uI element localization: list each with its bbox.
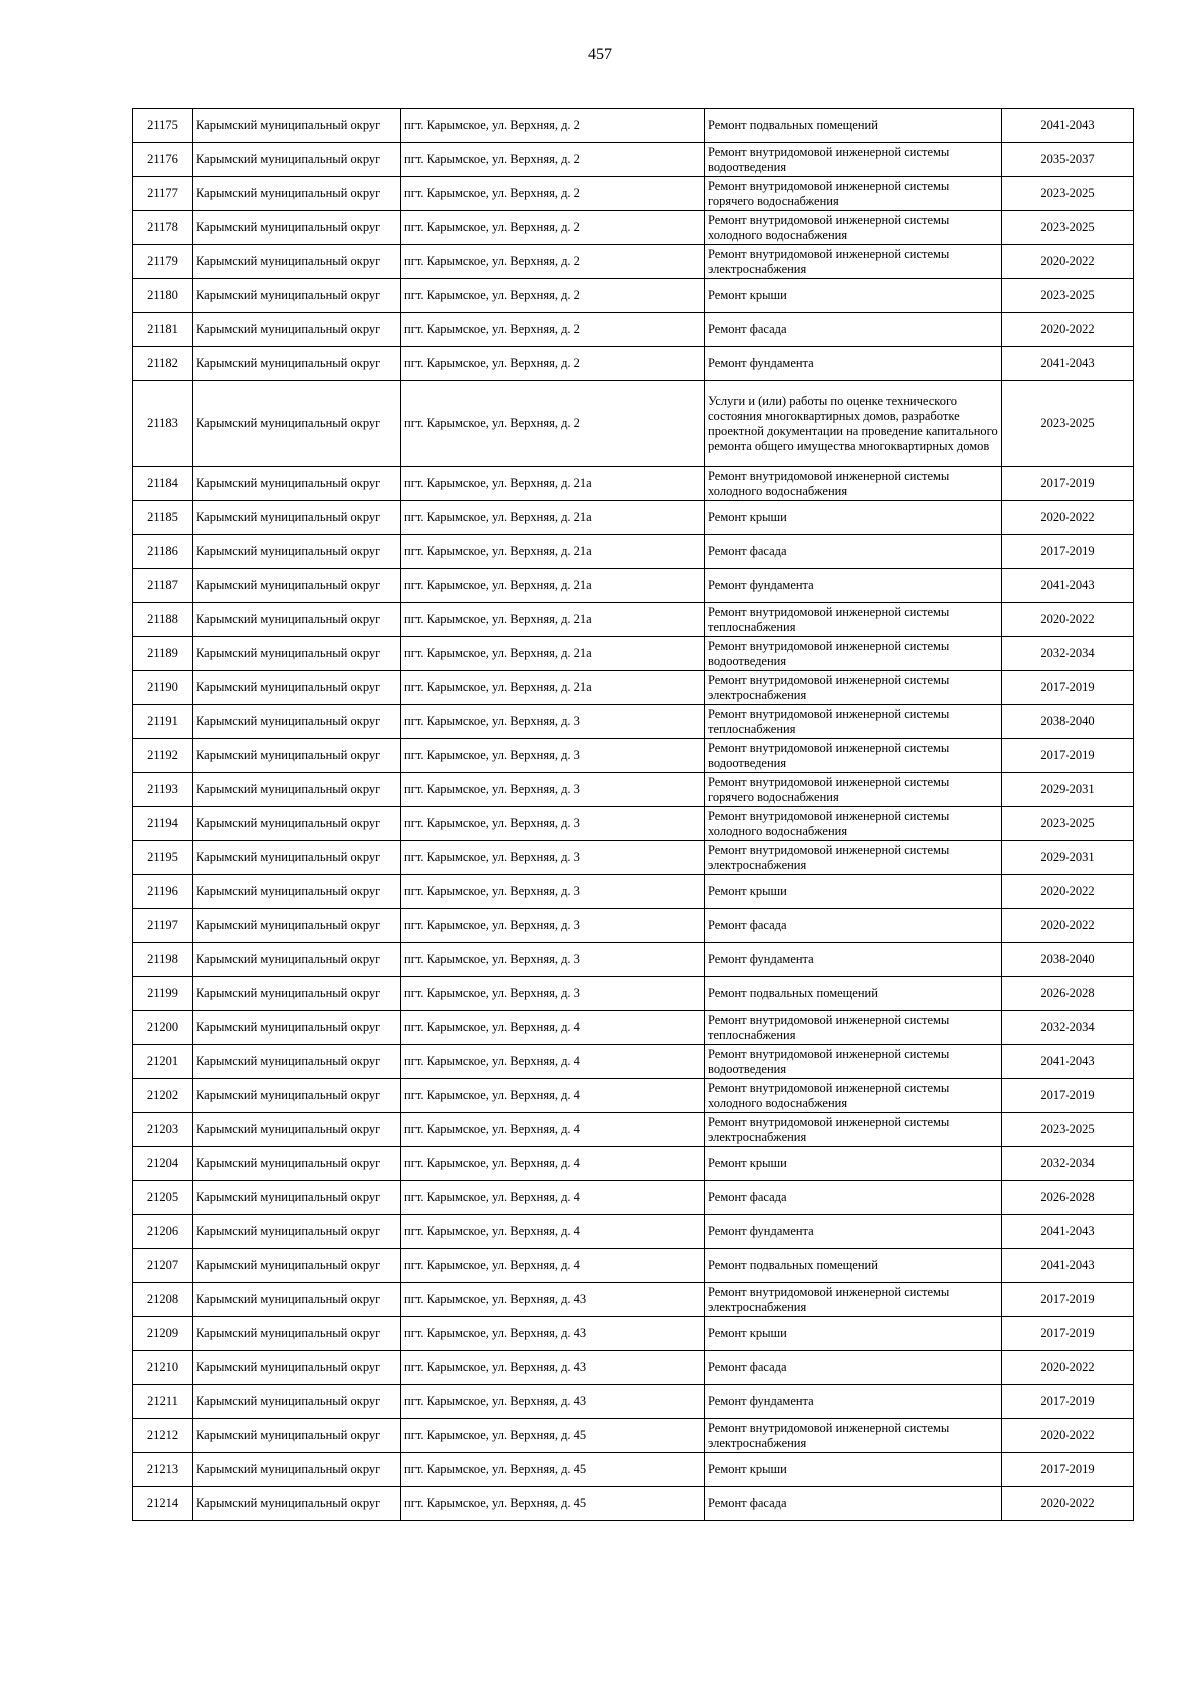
period-cell: 2032-2034	[1002, 637, 1134, 671]
work-type-cell: Ремонт внутридомовой инженерной системы электроснабжения	[705, 1419, 1002, 1453]
address-cell: пгт. Карымское, ул. Верхняя, д. 4	[401, 1215, 705, 1249]
address-cell: пгт. Карымское, ул. Верхняя, д. 2	[401, 143, 705, 177]
address-cell: пгт. Карымское, ул. Верхняя, д. 43	[401, 1385, 705, 1419]
work-type-cell: Ремонт крыши	[705, 1147, 1002, 1181]
work-type-cell: Ремонт внутридомовой инженерной системы электроснабжения	[705, 671, 1002, 705]
address-cell: пгт. Карымское, ул. Верхняя, д. 2	[401, 211, 705, 245]
district-cell: Карымский муниципальный округ	[193, 313, 401, 347]
table-row	[133, 1011, 1134, 1045]
period-cell: 2017-2019	[1002, 671, 1134, 705]
table-row	[133, 977, 1134, 1011]
period-cell: 2023-2025	[1002, 1113, 1134, 1147]
period-cell: 2029-2031	[1002, 841, 1134, 875]
period-cell: 2041-2043	[1002, 569, 1134, 603]
work-type-cell: Ремонт внутридомовой инженерной системы электроснабжения	[705, 841, 1002, 875]
work-type-cell: Ремонт внутридомовой инженерной системы водоотведения	[705, 1045, 1002, 1079]
work-type-cell: Ремонт фасада	[705, 1351, 1002, 1385]
row-number: 21207	[133, 1249, 193, 1283]
district-cell: Карымский муниципальный округ	[193, 909, 401, 943]
address-cell: пгт. Карымское, ул. Верхняя, д. 43	[401, 1351, 705, 1385]
district-cell: Карымский муниципальный округ	[193, 773, 401, 807]
row-number: 21181	[133, 313, 193, 347]
district-cell: Карымский муниципальный округ	[193, 1487, 401, 1521]
row-number: 21182	[133, 347, 193, 381]
address-cell: пгт. Карымское, ул. Верхняя, д. 4	[401, 1011, 705, 1045]
district-cell: Карымский муниципальный округ	[193, 671, 401, 705]
period-cell: 2041-2043	[1002, 1249, 1134, 1283]
table-row	[133, 739, 1134, 773]
period-cell: 2041-2043	[1002, 1045, 1134, 1079]
row-number: 21210	[133, 1351, 193, 1385]
address-cell: пгт. Карымское, ул. Верхняя, д. 45	[401, 1487, 705, 1521]
work-type-cell: Ремонт внутридомовой инженерной системы горячего водоснабжения	[705, 177, 1002, 211]
row-number: 21177	[133, 177, 193, 211]
period-cell: 2041-2043	[1002, 109, 1134, 143]
work-type-cell: Ремонт фасада	[705, 909, 1002, 943]
address-cell: пгт. Карымское, ул. Верхняя, д. 4	[401, 1147, 705, 1181]
work-type-cell: Ремонт внутридомовой инженерной системы водоотведения	[705, 143, 1002, 177]
work-type-cell: Ремонт внутридомовой инженерной системы холодного водоснабжения	[705, 1079, 1002, 1113]
period-cell: 2017-2019	[1002, 739, 1134, 773]
work-type-cell: Ремонт фасада	[705, 535, 1002, 569]
period-cell: 2041-2043	[1002, 347, 1134, 381]
district-cell: Карымский муниципальный округ	[193, 467, 401, 501]
address-cell: пгт. Карымское, ул. Верхняя, д. 21а	[401, 535, 705, 569]
row-number: 21204	[133, 1147, 193, 1181]
period-cell: 2041-2043	[1002, 1215, 1134, 1249]
row-number: 21192	[133, 739, 193, 773]
district-cell: Карымский муниципальный округ	[193, 1181, 401, 1215]
row-number: 21188	[133, 603, 193, 637]
address-cell: пгт. Карымское, ул. Верхняя, д. 45	[401, 1419, 705, 1453]
row-number: 21178	[133, 211, 193, 245]
row-number: 21186	[133, 535, 193, 569]
work-type-cell: Ремонт фундамента	[705, 1385, 1002, 1419]
address-cell: пгт. Карымское, ул. Верхняя, д. 3	[401, 841, 705, 875]
work-type-cell: Услуги и (или) работы по оценке технического состояния многоквартирных домов, разработке проектной документации на проведение капитального ремонта общего имущества многоквартирных домов	[705, 381, 1002, 467]
period-cell: 2023-2025	[1002, 381, 1134, 467]
district-cell: Карымский муниципальный округ	[193, 1079, 401, 1113]
address-cell: пгт. Карымское, ул. Верхняя, д. 21а	[401, 569, 705, 603]
table-row	[133, 211, 1134, 245]
district-cell: Карымский муниципальный округ	[193, 109, 401, 143]
table-row	[133, 143, 1134, 177]
work-type-cell: Ремонт фундамента	[705, 569, 1002, 603]
period-cell: 2038-2040	[1002, 705, 1134, 739]
table-row	[133, 347, 1134, 381]
row-number: 21212	[133, 1419, 193, 1453]
table-row	[133, 381, 1134, 467]
district-cell: Карымский муниципальный округ	[193, 943, 401, 977]
table-row	[133, 1079, 1134, 1113]
district-cell: Карымский муниципальный округ	[193, 807, 401, 841]
address-cell: пгт. Карымское, ул. Верхняя, д. 3	[401, 875, 705, 909]
address-cell: пгт. Карымское, ул. Верхняя, д. 2	[401, 347, 705, 381]
table-row	[133, 109, 1134, 143]
address-cell: пгт. Карымское, ул. Верхняя, д. 3	[401, 909, 705, 943]
row-number: 21194	[133, 807, 193, 841]
row-number: 21184	[133, 467, 193, 501]
period-cell: 2020-2022	[1002, 1351, 1134, 1385]
work-type-cell: Ремонт внутридомовой инженерной системы теплоснабжения	[705, 603, 1002, 637]
address-cell: пгт. Карымское, ул. Верхняя, д. 4	[401, 1045, 705, 1079]
table-row	[133, 1487, 1134, 1521]
work-type-cell: Ремонт фундамента	[705, 347, 1002, 381]
work-type-cell: Ремонт крыши	[705, 875, 1002, 909]
address-cell: пгт. Карымское, ул. Верхняя, д. 4	[401, 1249, 705, 1283]
address-cell: пгт. Карымское, ул. Верхняя, д. 2	[401, 109, 705, 143]
district-cell: Карымский муниципальный округ	[193, 977, 401, 1011]
row-number: 21209	[133, 1317, 193, 1351]
district-cell: Карымский муниципальный округ	[193, 1385, 401, 1419]
work-type-cell: Ремонт фасада	[705, 1181, 1002, 1215]
district-cell: Карымский муниципальный округ	[193, 603, 401, 637]
address-cell: пгт. Карымское, ул. Верхняя, д. 2	[401, 177, 705, 211]
table-row	[133, 501, 1134, 535]
row-number: 21206	[133, 1215, 193, 1249]
district-cell: Карымский муниципальный округ	[193, 875, 401, 909]
table-body	[133, 109, 1134, 1521]
table-row	[133, 875, 1134, 909]
work-type-cell: Ремонт внутридомовой инженерной системы горячего водоснабжения	[705, 773, 1002, 807]
table-row	[133, 1351, 1134, 1385]
district-cell: Карымский муниципальный округ	[193, 1317, 401, 1351]
address-cell: пгт. Карымское, ул. Верхняя, д. 21а	[401, 467, 705, 501]
address-cell: пгт. Карымское, ул. Верхняя, д. 21а	[401, 603, 705, 637]
work-type-cell: Ремонт внутридомовой инженерной системы холодного водоснабжения	[705, 467, 1002, 501]
period-cell: 2020-2022	[1002, 1487, 1134, 1521]
district-cell: Карымский муниципальный округ	[193, 1215, 401, 1249]
row-number: 21195	[133, 841, 193, 875]
address-cell: пгт. Карымское, ул. Верхняя, д. 3	[401, 977, 705, 1011]
work-type-cell: Ремонт внутридомовой инженерной системы холодного водоснабжения	[705, 211, 1002, 245]
district-cell: Карымский муниципальный округ	[193, 245, 401, 279]
row-number: 21190	[133, 671, 193, 705]
table-row	[133, 841, 1134, 875]
row-number: 21208	[133, 1283, 193, 1317]
table-row	[133, 1113, 1134, 1147]
row-number: 21201	[133, 1045, 193, 1079]
period-cell: 2020-2022	[1002, 603, 1134, 637]
table-row	[133, 279, 1134, 313]
address-cell: пгт. Карымское, ул. Верхняя, д. 21а	[401, 637, 705, 671]
period-cell: 2017-2019	[1002, 1317, 1134, 1351]
period-cell: 2020-2022	[1002, 875, 1134, 909]
district-cell: Карымский муниципальный округ	[193, 381, 401, 467]
district-cell: Карымский муниципальный округ	[193, 739, 401, 773]
work-type-cell: Ремонт внутридомовой инженерной системы электроснабжения	[705, 1283, 1002, 1317]
work-type-cell: Ремонт крыши	[705, 1317, 1002, 1351]
work-type-cell: Ремонт фундамента	[705, 1215, 1002, 1249]
district-cell: Карымский муниципальный округ	[193, 705, 401, 739]
work-type-cell: Ремонт внутридомовой инженерной системы холодного водоснабжения	[705, 807, 1002, 841]
address-cell: пгт. Карымское, ул. Верхняя, д. 2	[401, 313, 705, 347]
row-number: 21179	[133, 245, 193, 279]
district-cell: Карымский муниципальный округ	[193, 501, 401, 535]
period-cell: 2032-2034	[1002, 1011, 1134, 1045]
row-number: 21183	[133, 381, 193, 467]
address-cell: пгт. Карымское, ул. Верхняя, д. 43	[401, 1283, 705, 1317]
table-row	[133, 467, 1134, 501]
page-number: 457	[588, 46, 612, 63]
table-row	[133, 1181, 1134, 1215]
district-cell: Карымский муниципальный округ	[193, 1453, 401, 1487]
table-row	[133, 1317, 1134, 1351]
period-cell: 2017-2019	[1002, 535, 1134, 569]
work-type-cell: Ремонт крыши	[705, 1453, 1002, 1487]
period-cell: 2017-2019	[1002, 467, 1134, 501]
row-number: 21197	[133, 909, 193, 943]
table-row	[133, 637, 1134, 671]
address-cell: пгт. Карымское, ул. Верхняя, д. 2	[401, 279, 705, 313]
work-type-cell: Ремонт подвальных помещений	[705, 977, 1002, 1011]
table-row	[133, 313, 1134, 347]
work-type-cell: Ремонт фасада	[705, 313, 1002, 347]
address-cell: пгт. Карымское, ул. Верхняя, д. 3	[401, 773, 705, 807]
district-cell: Карымский муниципальный округ	[193, 279, 401, 313]
address-cell: пгт. Карымское, ул. Верхняя, д. 3	[401, 739, 705, 773]
period-cell: 2017-2019	[1002, 1283, 1134, 1317]
row-number: 21205	[133, 1181, 193, 1215]
table-row	[133, 943, 1134, 977]
work-type-cell: Ремонт фасада	[705, 1487, 1002, 1521]
work-type-cell: Ремонт внутридомовой инженерной системы электроснабжения	[705, 245, 1002, 279]
period-cell: 2017-2019	[1002, 1453, 1134, 1487]
row-number: 21175	[133, 109, 193, 143]
period-cell: 2020-2022	[1002, 909, 1134, 943]
district-cell: Карымский муниципальный округ	[193, 177, 401, 211]
row-number: 21185	[133, 501, 193, 535]
table-row	[133, 1215, 1134, 1249]
row-number: 21211	[133, 1385, 193, 1419]
table-row	[133, 177, 1134, 211]
repair-schedule-table	[132, 108, 1134, 1521]
district-cell: Карымский муниципальный округ	[193, 1011, 401, 1045]
work-type-cell: Ремонт внутридомовой инженерной системы водоотведения	[705, 739, 1002, 773]
period-cell: 2020-2022	[1002, 245, 1134, 279]
row-number: 21193	[133, 773, 193, 807]
table-row	[133, 1045, 1134, 1079]
period-cell: 2023-2025	[1002, 279, 1134, 313]
row-number: 21176	[133, 143, 193, 177]
row-number: 21196	[133, 875, 193, 909]
period-cell: 2017-2019	[1002, 1079, 1134, 1113]
address-cell: пгт. Карымское, ул. Верхняя, д. 4	[401, 1181, 705, 1215]
row-number: 21198	[133, 943, 193, 977]
row-number: 21214	[133, 1487, 193, 1521]
table-row	[133, 1385, 1134, 1419]
district-cell: Карымский муниципальный округ	[193, 637, 401, 671]
district-cell: Карымский муниципальный округ	[193, 1147, 401, 1181]
district-cell: Карымский муниципальный округ	[193, 535, 401, 569]
work-type-cell: Ремонт фундамента	[705, 943, 1002, 977]
period-cell: 2020-2022	[1002, 501, 1134, 535]
row-number: 21199	[133, 977, 193, 1011]
period-cell: 2023-2025	[1002, 177, 1134, 211]
period-cell: 2032-2034	[1002, 1147, 1134, 1181]
district-cell: Карымский муниципальный округ	[193, 347, 401, 381]
address-cell: пгт. Карымское, ул. Верхняя, д. 2	[401, 245, 705, 279]
district-cell: Карымский муниципальный округ	[193, 569, 401, 603]
work-type-cell: Ремонт внутридомовой инженерной системы теплоснабжения	[705, 1011, 1002, 1045]
work-type-cell: Ремонт подвальных помещений	[705, 109, 1002, 143]
row-number: 21187	[133, 569, 193, 603]
period-cell: 2020-2022	[1002, 1419, 1134, 1453]
address-cell: пгт. Карымское, ул. Верхняя, д. 3	[401, 807, 705, 841]
address-cell: пгт. Карымское, ул. Верхняя, д. 4	[401, 1079, 705, 1113]
district-cell: Карымский муниципальный округ	[193, 1351, 401, 1385]
row-number: 21200	[133, 1011, 193, 1045]
work-type-cell: Ремонт внутридомовой инженерной системы водоотведения	[705, 637, 1002, 671]
table-row	[133, 1419, 1134, 1453]
district-cell: Карымский муниципальный округ	[193, 1249, 401, 1283]
address-cell: пгт. Карымское, ул. Верхняя, д. 2	[401, 381, 705, 467]
row-number: 21203	[133, 1113, 193, 1147]
period-cell: 2026-2028	[1002, 1181, 1134, 1215]
work-type-cell: Ремонт внутридомовой инженерной системы теплоснабжения	[705, 705, 1002, 739]
table-row	[133, 569, 1134, 603]
address-cell: пгт. Карымское, ул. Верхняя, д. 21а	[401, 671, 705, 705]
address-cell: пгт. Карымское, ул. Верхняя, д. 3	[401, 705, 705, 739]
district-cell: Карымский муниципальный округ	[193, 841, 401, 875]
table-row	[133, 1249, 1134, 1283]
district-cell: Карымский муниципальный округ	[193, 143, 401, 177]
table-row	[133, 535, 1134, 569]
period-cell: 2023-2025	[1002, 211, 1134, 245]
row-number: 21180	[133, 279, 193, 313]
table-row	[133, 245, 1134, 279]
work-type-cell: Ремонт внутридомовой инженерной системы электроснабжения	[705, 1113, 1002, 1147]
district-cell: Карымский муниципальный округ	[193, 1419, 401, 1453]
work-type-cell: Ремонт подвальных помещений	[705, 1249, 1002, 1283]
period-cell: 2017-2019	[1002, 1385, 1134, 1419]
period-cell: 2038-2040	[1002, 943, 1134, 977]
district-cell: Карымский муниципальный округ	[193, 1113, 401, 1147]
address-cell: пгт. Карымское, ул. Верхняя, д. 4	[401, 1113, 705, 1147]
work-type-cell: Ремонт крыши	[705, 279, 1002, 313]
period-cell: 2029-2031	[1002, 773, 1134, 807]
row-number: 21213	[133, 1453, 193, 1487]
row-number: 21191	[133, 705, 193, 739]
period-cell: 2020-2022	[1002, 313, 1134, 347]
table-row	[133, 1283, 1134, 1317]
address-cell: пгт. Карымское, ул. Верхняя, д. 43	[401, 1317, 705, 1351]
district-cell: Карымский муниципальный округ	[193, 211, 401, 245]
district-cell: Карымский муниципальный округ	[193, 1283, 401, 1317]
table-row	[133, 1147, 1134, 1181]
period-cell: 2023-2025	[1002, 807, 1134, 841]
table-row	[133, 807, 1134, 841]
work-type-cell: Ремонт крыши	[705, 501, 1002, 535]
address-cell: пгт. Карымское, ул. Верхняя, д. 3	[401, 943, 705, 977]
address-cell: пгт. Карымское, ул. Верхняя, д. 21а	[401, 501, 705, 535]
period-cell: 2035-2037	[1002, 143, 1134, 177]
table-row	[133, 705, 1134, 739]
period-cell: 2026-2028	[1002, 977, 1134, 1011]
row-number: 21189	[133, 637, 193, 671]
table-row	[133, 603, 1134, 637]
district-cell: Карымский муниципальный округ	[193, 1045, 401, 1079]
table-row	[133, 773, 1134, 807]
table-row	[133, 671, 1134, 705]
table-row	[133, 909, 1134, 943]
address-cell: пгт. Карымское, ул. Верхняя, д. 45	[401, 1453, 705, 1487]
row-number: 21202	[133, 1079, 193, 1113]
table-row	[133, 1453, 1134, 1487]
